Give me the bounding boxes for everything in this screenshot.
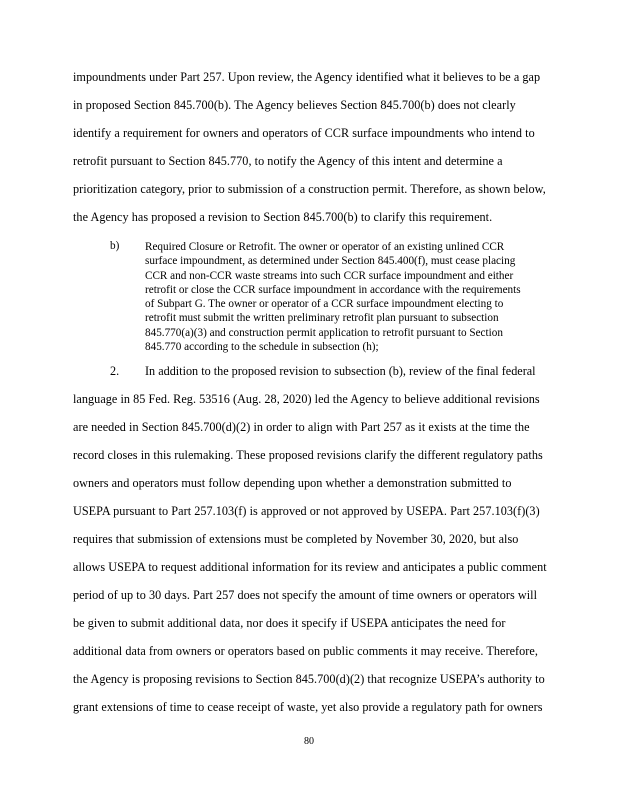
paragraph-line: additional data from owners or operators based on public comments it may receive. Therefore,: [73, 644, 538, 658]
page-number: 80: [304, 736, 314, 747]
quote-line: 845.770(a)(3) and construction permit application to retrofit pursuant to Section: [145, 326, 503, 339]
quote-line: of Subpart G. The owner or operator of a CCR surface impoundment electing to: [145, 298, 504, 311]
quote-subsection-label: b): [110, 240, 120, 252]
paragraph-line: USEPA pursuant to Part 257.103(f) is approved or not approved by USEPA. Part 257.103(f)(3): [73, 504, 540, 518]
paragraph-line: the Agency is proposing revisions to Section 845.700(d)(2) that recognize USEPA’s authority to: [73, 672, 545, 686]
item-number: 2.: [110, 364, 120, 378]
paragraph-line: period of up to 30 days. Part 257 does not specify the amount of time owners or operators will: [73, 588, 538, 602]
paragraph-line: grant extensions of time to cease receipt of waste, yet also provide a regulatory path for owners: [73, 700, 543, 714]
quote-line: surface impoundment, as determined under Section 845.400(f), must cease placing: [145, 255, 516, 268]
quote-line: retrofit or close the CCR surface impoundment in accordance with the requirements: [145, 283, 521, 296]
paragraph-line: owners and operators must follow depending upon whether a demonstration submitted to: [73, 476, 512, 490]
quoted-rule-text: [145, 240, 593, 354]
paragraph-line: identify a requirement for owners and operators of CCR surface impoundments who intend to: [73, 126, 535, 140]
paragraph-line: are needed in Section 845.700(d)(2) in order to align with Part 257 as it exists at the time the: [73, 420, 530, 434]
paragraph-line: impoundments under Part 257. Upon review, the Agency identified what it believes to be a gap: [73, 70, 541, 84]
quote-line: retrofit must submit the written preliminary retrofit plan pursuant to subsection: [145, 312, 499, 325]
paragraph-line: the Agency has proposed a revision to Section 845.700(b) to clarify this requirement.: [73, 210, 493, 224]
paragraph-line: language in 85 Fed. Reg. 53516 (Aug. 28, 2020) led the Agency to believe additional revisions: [73, 392, 540, 406]
quote-line: 845.770 according to the schedule in subsection (h);: [145, 341, 379, 354]
paragraph-line: In addition to the proposed revision to subsection (b), review of the final federal: [145, 364, 536, 378]
paragraph-line: retrofit pursuant to Section 845.770, to notify the Agency of this intent and determine a: [73, 154, 503, 168]
paragraph-line: be given to submit additional data, nor does it specify if USEPA anticipates the need for: [73, 616, 506, 630]
paragraph-line: allows USEPA to request additional information for its review and anticipates a public comment: [73, 560, 547, 574]
paragraph-line: in proposed Section 845.700(b). The Agency believes Section 845.700(b) does not clearly: [73, 98, 516, 112]
paragraph-line: prioritization category, prior to submission of a construction permit. Therefore, as shown below,: [73, 182, 546, 196]
quote-line: CCR and non-CCR waste streams into such CCR surface impoundment and either: [145, 269, 514, 282]
paragraph-line: requires that submission of extensions must be completed by November 30, 2020, but also: [73, 532, 519, 546]
paragraph-line: record closes in this rulemaking. These proposed revisions clarify the different regulatory paths: [73, 448, 543, 462]
quote-line: Required Closure or Retrofit. The owner or operator of an existing unlined CCR: [145, 241, 505, 253]
